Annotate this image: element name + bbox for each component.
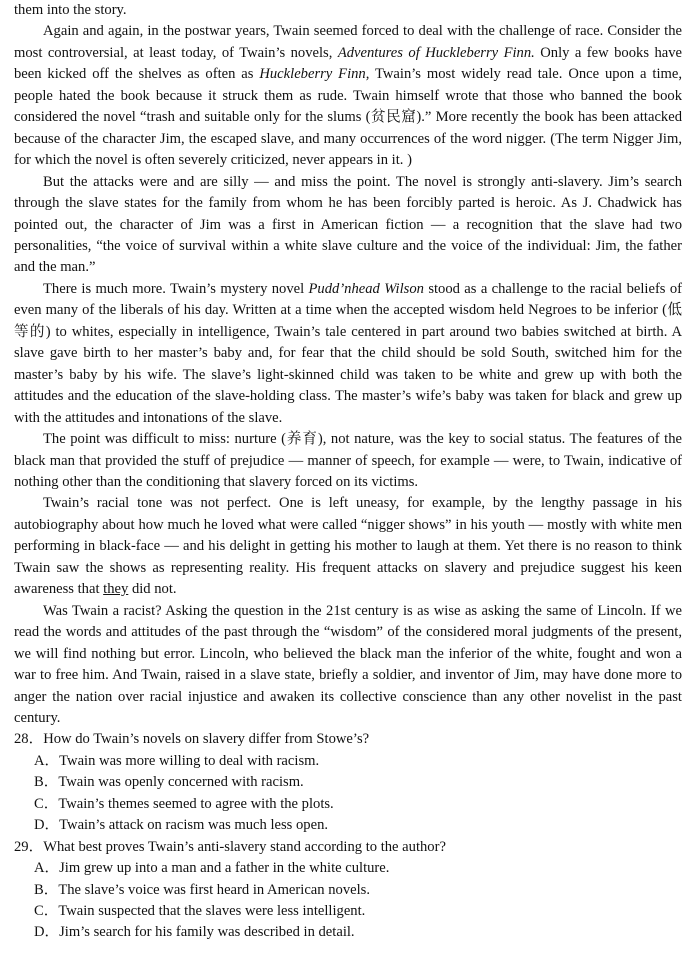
book-title-puddnhead-wilson: Pudd’nhead Wilson: [308, 280, 424, 297]
option-a[interactable]: A．Twain was more willing to deal with racism.: [34, 752, 320, 769]
paragraph-6: Was Twain a racist? Asking the question in the 21st century is as wise as asking the same of Lincoln. If we read the words and attitudes of the past through the “wisdom” of the considered moral judgments of the present, we will find nothing but error. Lincoln, who believed the black man the inferior of the white, fought and won a war to free him. And Twain, raised in a slave state, briefly a soldier, and inventor of Jim, may have done more to anger the nation over racial injustice and awaken its collective conscience than any other novelist in the past century.: [14, 602, 682, 726]
option-d[interactable]: D．Twain’s attack on racism was much less open.: [34, 817, 329, 834]
paragraph-2: But the attacks were and are silly — and miss the point. The novel is strongly anti-slavery. Jim’s search through the slave states for the family from whom he has been forcibly parted is heroic. As J. Chadwick has pointed out, the character of Jim was a first in American fiction — a recognition that the slave had two personalities, “the voice of survival within a white slave culture and the voice of the individual: Jim, the father and the man.”: [14, 173, 682, 276]
option-c[interactable]: C．Twain’s themes seemed to agree with the plots.: [34, 795, 334, 812]
question-29: [14, 837, 682, 944]
paragraph-5: [14, 493, 682, 600]
reading-passage: [14, 0, 682, 729]
paragraph-1-text-c: Twain’s most widely read tale. Once upon a time, people hated the book because it struck them as rude. Twain himself wrote that those who banned the book considered the novel “trash and suitable only for the slums (贫民窟).” More recently the book has been attacked because of the character Jim, the escaped slave, and many occurrences of the word nigger. (The term Nigger Jim, for which the novel is often severely criticized, never appears in it. ): [14, 66, 682, 169]
paragraph-1-text-a: Again and again, in the postwar years, Twain seemed forced to deal with the challenge of race. Consider the most controversial, at least today, of Twain’s novels,: [14, 23, 682, 61]
paragraph-1: [14, 21, 682, 171]
paragraph-5-text-a: Twain’s racial tone was not perfect. One is left uneasy, for example, by the lengthy passage in his autobiography about how much he loved what were called “nigger shows” in his youth — mostly with white men performing in black-face — and his delight in getting his mother to laugh at them. Yet there is no reason to think Twain saw the shows as representing reality. His frequent attacks on slavery and prejudice suggest his keen awareness that: [14, 495, 682, 598]
paragraph-1-text-b: Only a few books have been kicked off the shelves as often as: [14, 44, 682, 83]
paragraph-3-text-b: stood as a challenge to the racial beliefs of even many of the liberals of his day. Written at a time when the accepted wisdom held Negroes to be inferior (低等的) to whites, especially in intelligence, Twain’s tale centered in part around two babies switched at birth. A slave gave birth to her master’s baby and, for fear that the child should be sold South, switched him for the master’s baby by his wife. The slave’s light-skinned child was taken to be white and grew up with both the attitudes and the education of the slave-holding class. The master’s wife’s baby was taken for black and grew up with the attitudes and intonations of the slave.: [14, 280, 682, 426]
book-title-huckleberry-finn-short: Huckleberry Finn,: [259, 66, 370, 83]
option-a[interactable]: A．Jim grew up into a man and a father in the white culture.: [34, 860, 390, 877]
underlined-word-they: they: [103, 581, 129, 598]
option-b[interactable]: B．The slave’s voice was first heard in American novels.: [34, 881, 370, 898]
paragraph-3-text-a: There is much more. Twain’s mystery novel: [43, 280, 309, 297]
paragraph-3: [14, 279, 682, 429]
option-d[interactable]: D．Jim’s search for his family was described in detail.: [34, 924, 355, 941]
book-title-huckleberry-finn: Adventures of Huckleberry Finn.: [337, 44, 535, 61]
question-stem: 28．How do Twain’s novels on slavery differ from Stowe’s?: [14, 731, 370, 748]
paragraph-5-text-b: did not.: [128, 581, 177, 598]
paragraph-4: The point was difficult to miss: nurture (养育), not nature, was the key to social status. The features of the black man that provided the stuff of prejudice — manner of speech, for example — were, to Twain, indicative of nothing other than the conditioning that slavery forced on its victims.: [14, 431, 682, 490]
question-stem: 29．What best proves Twain’s anti-slavery stand according to the author?: [14, 838, 446, 855]
paragraph-0: them into the story.: [14, 2, 127, 18]
option-c[interactable]: C．Twain suspected that the slaves were less intelligent.: [34, 903, 366, 920]
question-28: [14, 729, 682, 836]
option-b[interactable]: B．Twain was openly concerned with racism.: [34, 774, 304, 791]
